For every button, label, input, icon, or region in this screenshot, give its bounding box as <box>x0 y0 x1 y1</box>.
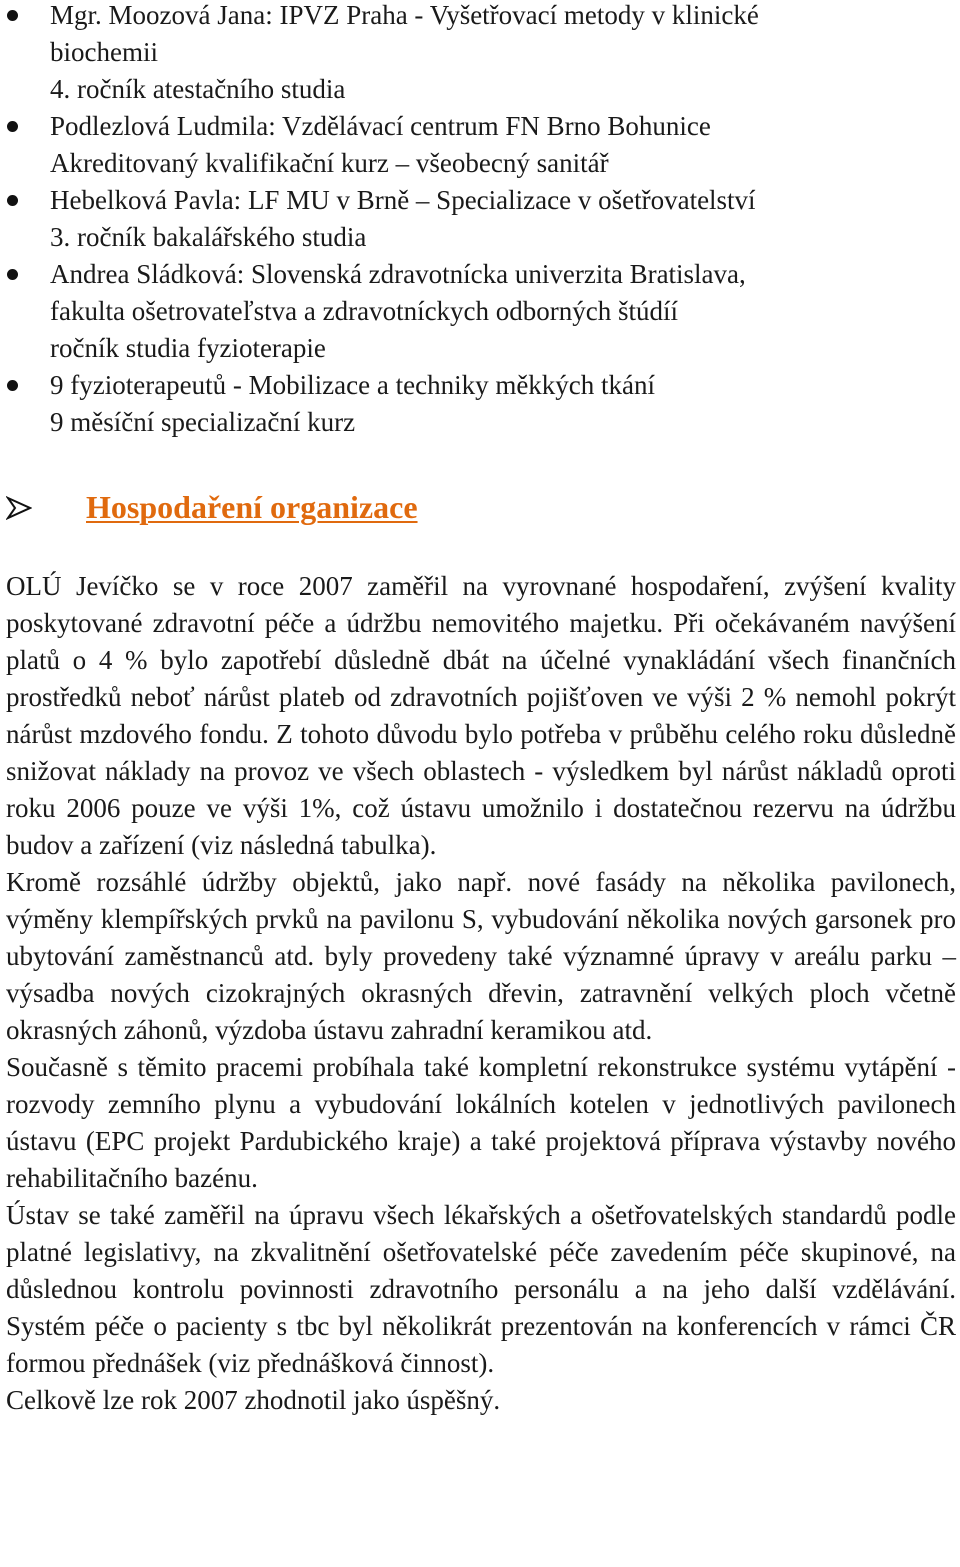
bullet-item-podlezlova <box>0 108 960 182</box>
section-title: Hospodaření organizace <box>86 489 418 525</box>
bullet-line: 9 měsíční specializační kurz <box>50 407 356 437</box>
bullet-line: fakulta ošetrovateľstva a zdravotníckych odborných štúdíí <box>50 296 679 326</box>
paragraph-hospodareni: OLÚ Jevíčko se v roce 2007 zaměřil na vyrovnané hospodaření, zvýšení kvality poskytované zdravotní péče a údržbu nemovitého majetku. Při očekávaném navýšení platů o 4 % bylo zapotřebí důsledně dbát na účelné vynakládání všech finančních prostředků neboť nárůst plateb od zdravotních pojišťoven ve výši 2 % nemohl pokrýt nárůst mzdového fondu. Z tohoto důvodu bylo potřeba v průběhu celého roku důsledně snižovat náklady na provoz ve všech oblastech - výsledkem byl nárůst nákladů oproti roku 2006 pouze ve výši 1%, což ústavu umožnilo i dostatečnou rezervu na údržbu budov a zařízení (viz následná tabulka). <box>6 571 956 860</box>
bullet-line: biochemii <box>50 37 158 67</box>
bullet-dot-icon <box>7 269 18 280</box>
bullet-item-sladkova <box>0 256 960 367</box>
bullet-line: 9 fyzioterapeutů - Mobilizace a techniky měkkých tkání <box>50 370 656 400</box>
section-heading <box>0 487 960 527</box>
arrowhead-outline-icon <box>6 496 32 520</box>
education-bullet-list <box>0 0 960 441</box>
bullet-line: ročník studia fyzioterapie <box>50 333 326 363</box>
bullet-item-fyzioterapeuti <box>0 367 960 441</box>
body-text <box>6 568 956 1419</box>
bullet-dot-icon <box>7 380 18 391</box>
bullet-line: Mgr. Moozová Jana: IPVZ Praha - Vyšetřovací metody v klinické <box>50 0 759 30</box>
paragraph-udrzba: Kromě rozsáhlé údržby objektů, jako např. nové fasády na několika pavilonech, výměny klempířských prvků na pavilonu S, vybudování několika nových garsonek pro ubytování zaměstnanců atd. byly provedeny také významné úpravy v areálu parku – výsadba nových cizokrajných okrasných dřevin, zatravnění velkých ploch včetně okrasných záhonů, výzdoba ústavu zahradní keramikou atd. <box>6 867 956 1045</box>
bullet-dot-icon <box>7 121 18 132</box>
bullet-item-moozova <box>0 0 960 108</box>
bullet-dot-icon <box>7 10 18 21</box>
bullet-line: Hebelková Pavla: LF MU v Brně – Specializace v ošetřovatelství <box>50 185 756 215</box>
paragraph-zaver: Celkově lze rok 2007 zhodnotil jako úspěšný. <box>6 1385 501 1415</box>
bullet-line: Akreditovaný kvalifikační kurz – všeobecný sanitář <box>50 148 609 178</box>
bullet-line: 3. ročník bakalářského studia <box>50 222 367 252</box>
paragraph-standardy: Ústav se také zaměřil na úpravu všech lékařských a ošetřovatelských standardů podle platné legislativy, na zkvalitnění ošetřovatelské péče zavedením péče skupinové, na důslednou kontrolu povinnosti zdravotního personálu a na jeho další vzdělávání. Systém péče o pacienty s tbc byl několikrát prezentován na konferencích v rámci ČR formou přednášek (viz přednášková činnost). <box>6 1200 956 1378</box>
paragraph-rekonstrukce: Současně s těmito pracemi probíhala také kompletní rekonstrukce systému vytápění - rozvody zemního plynu a vybudování lokálních kotelen v jednotlivých pavilonech ústavu (EPC projekt Pardubického kraje) a také projektová příprava výstavby nového rehabilitačního bazénu. <box>6 1052 956 1193</box>
bullet-dot-icon <box>7 195 18 206</box>
bullet-line: Andrea Sládková: Slovenská zdravotnícka univerzita Bratislava, <box>50 259 746 289</box>
bullet-line: 4. ročník atestačního studia <box>50 74 346 104</box>
bullet-line: Podlezlová Ludmila: Vzdělávací centrum FN Brno Bohunice <box>50 111 711 141</box>
bullet-item-hebelkova <box>0 182 960 256</box>
